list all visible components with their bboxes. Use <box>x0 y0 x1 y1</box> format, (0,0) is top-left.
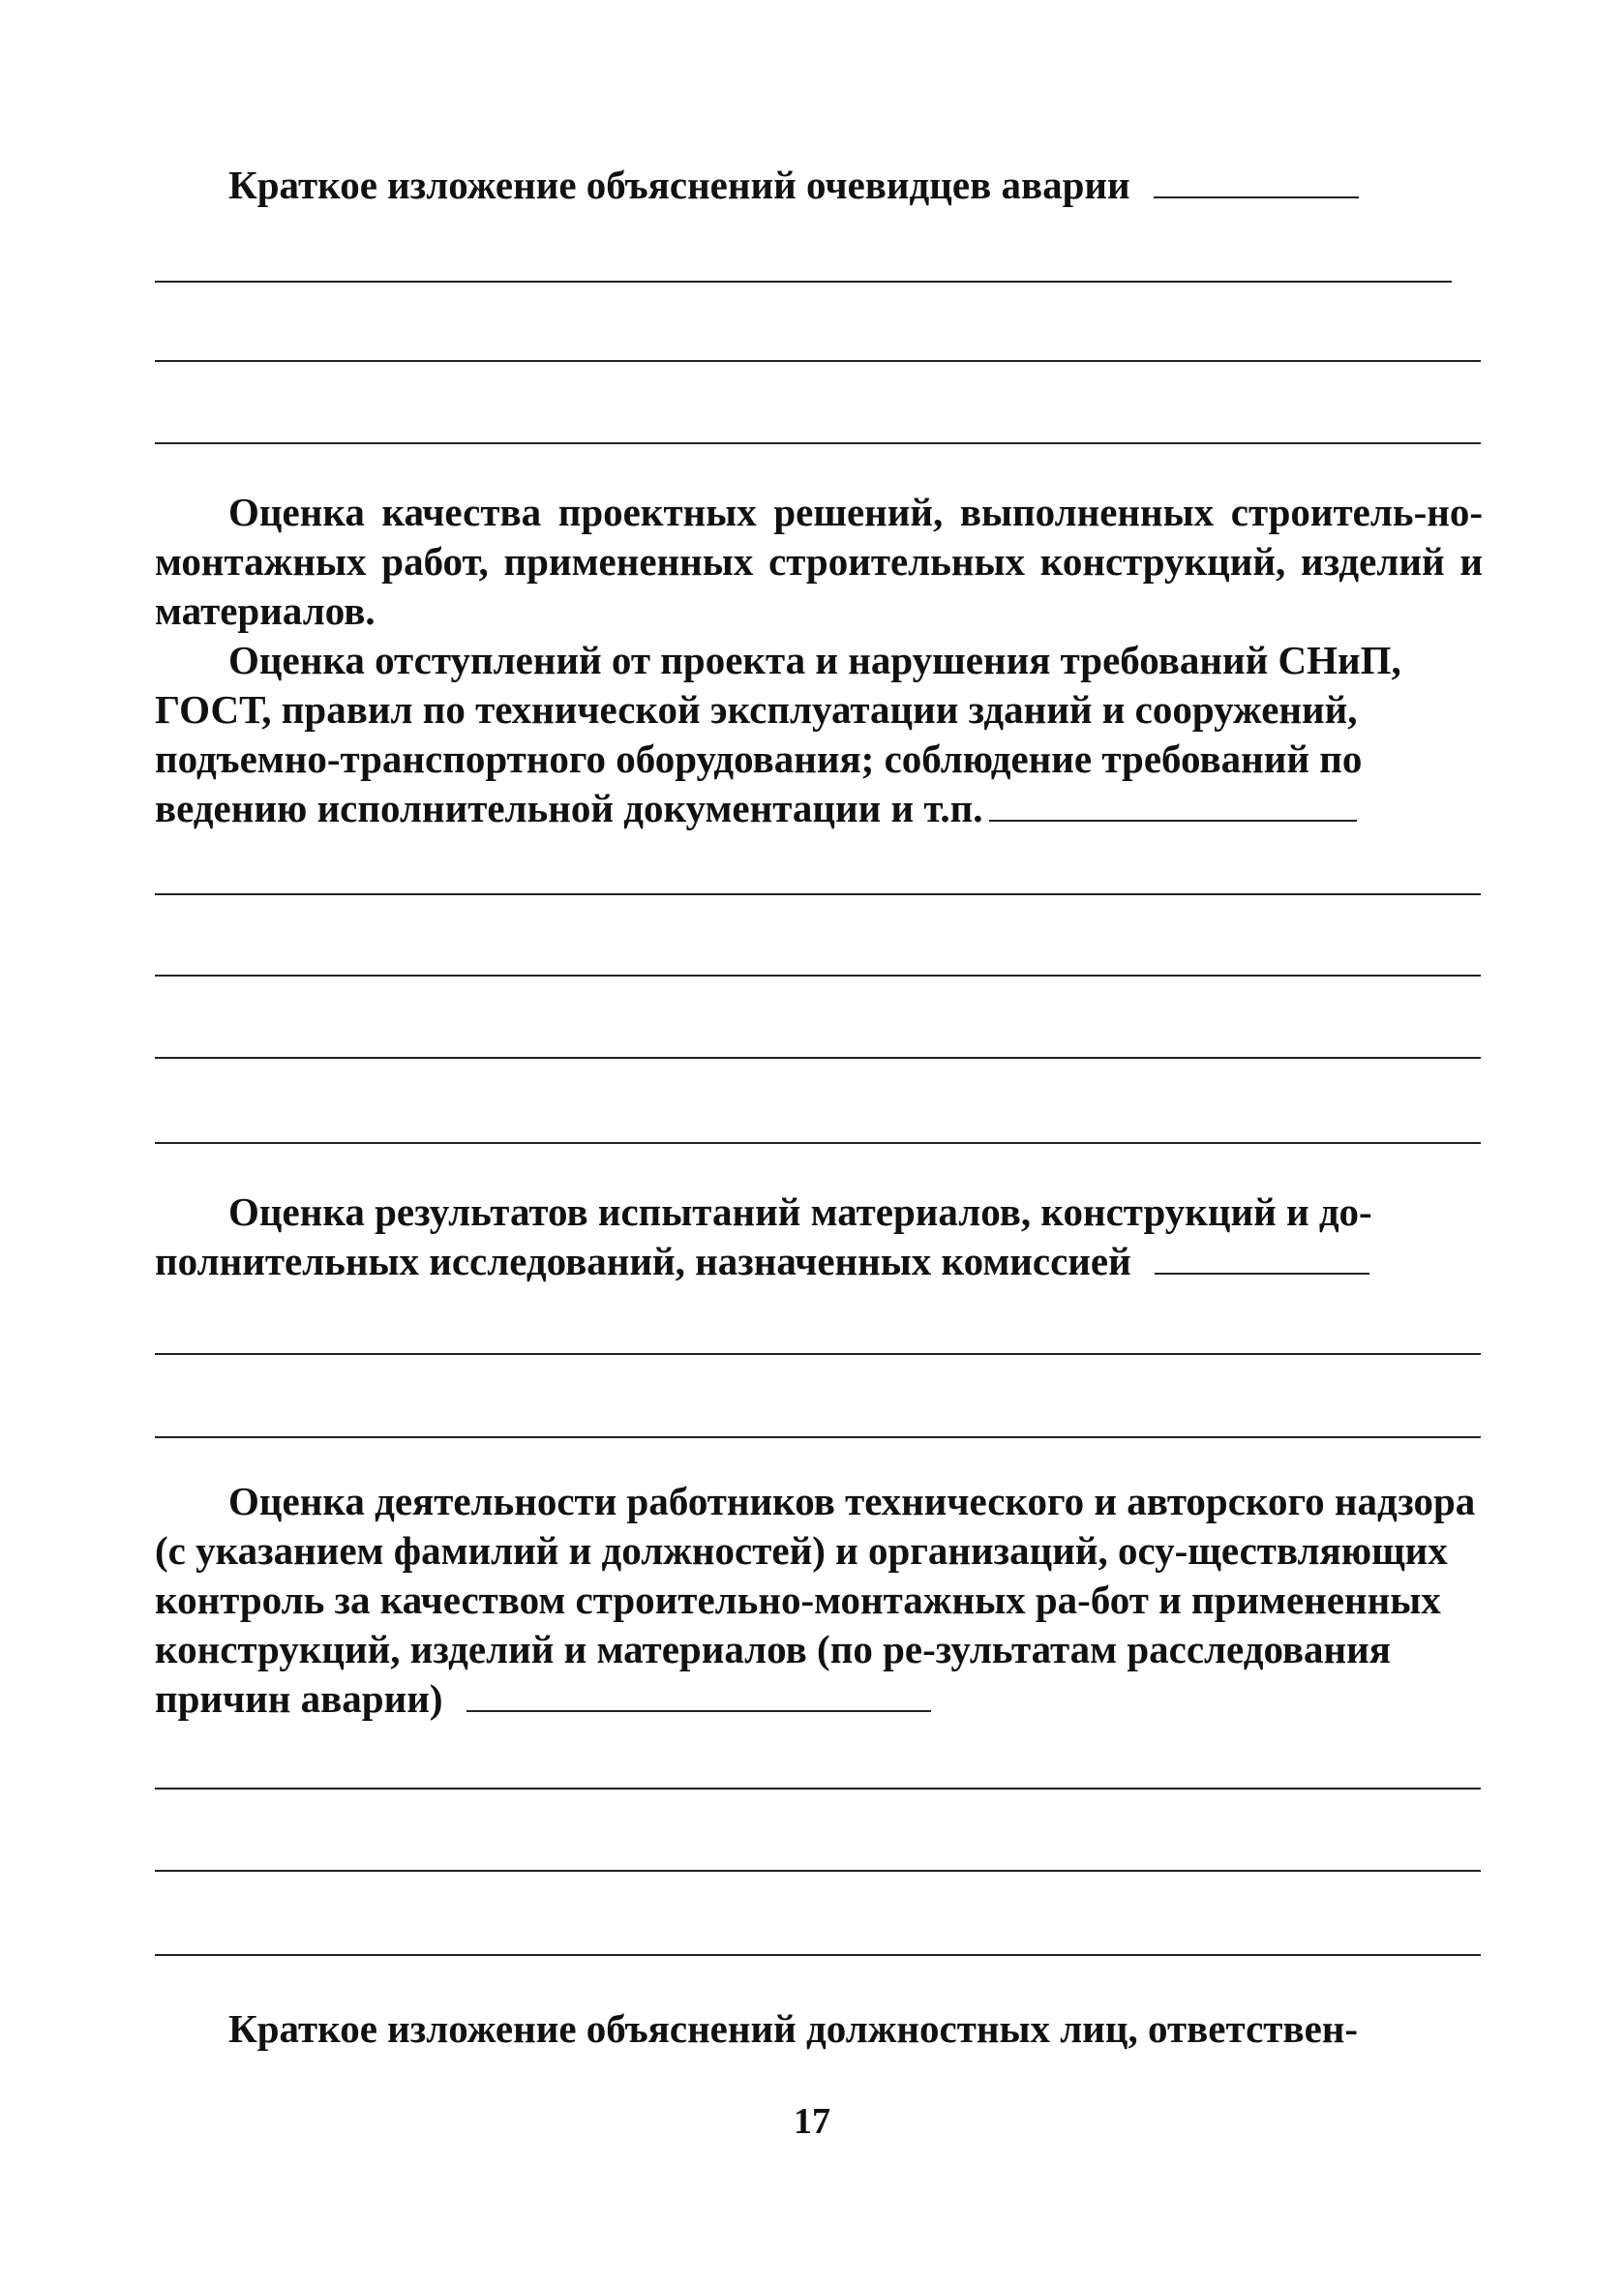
fill-in-line[interactable] <box>155 442 1481 444</box>
fill-in-line[interactable] <box>155 1057 1481 1059</box>
section-text: Оценка деятельности работников технического и авторского надзора (с указанием фамилий и должностей) и организаций, осу-ществляющих контроль за качеством строительно-монтажных ра-бот и примененных конструкций, изделий и материалов (по ре-зультатам расследования причин аварии) <box>155 1479 1476 1721</box>
fill-in-blank[interactable] <box>466 1677 931 1712</box>
page-number: 17 <box>794 2101 830 2142</box>
section-officials-explanations <box>155 2004 1483 2054</box>
fill-in-line[interactable] <box>155 975 1481 977</box>
fill-in-line[interactable] <box>155 281 1452 283</box>
section-text: Оценка результатов испытаний материалов, конструкций и до-полнительных исследований, назначенных комиссией <box>155 1189 1372 1283</box>
section-eyewitness-explanations <box>155 161 1483 210</box>
section-text: Краткое изложение объяснений очевидцев аварии <box>228 163 1130 207</box>
fill-in-line[interactable] <box>155 1353 1481 1355</box>
section-test-results-assessment <box>155 1188 1483 1286</box>
fill-in-blank[interactable] <box>1154 164 1359 198</box>
fill-in-blank[interactable] <box>989 787 1357 822</box>
section-text: Оценка отступлений от проекта и нарушения требований СНиП, ГОСТ, правил по технической эксплуатации зданий и сооружений, подъемно-транспортного оборудования; соблюдение требований по ведению исполнительной документации и т.п. <box>155 638 1401 830</box>
fill-in-line[interactable] <box>155 1436 1481 1438</box>
fill-in-line[interactable] <box>155 893 1481 895</box>
fill-in-line[interactable] <box>155 1954 1481 1956</box>
section-design-quality-assessment <box>155 488 1483 636</box>
fill-in-line[interactable] <box>155 360 1481 362</box>
section-text: Оценка качества проектных решений, выполненных строитель-но-монтажных работ, примененных строительных конструкций, изделий и материалов. <box>155 490 1483 633</box>
section-supervision-assessment <box>155 1477 1483 1724</box>
section-deviations-assessment <box>155 636 1483 833</box>
fill-in-line[interactable] <box>155 1142 1481 1144</box>
fill-in-blank[interactable] <box>1155 1240 1369 1275</box>
fill-in-line[interactable] <box>155 1870 1481 1872</box>
section-text: Краткое изложение объяснений должностных лиц, ответствен- <box>228 2006 1359 2051</box>
fill-in-line[interactable] <box>155 1788 1481 1790</box>
